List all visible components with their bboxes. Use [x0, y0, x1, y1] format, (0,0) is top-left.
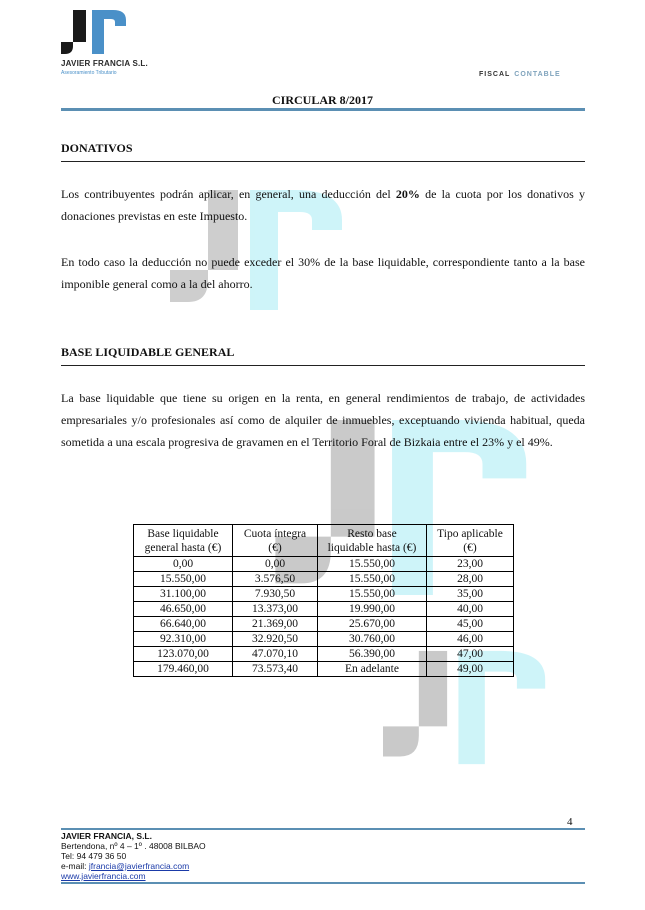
- table-cell: 35,00: [427, 587, 514, 602]
- table-row: [134, 632, 514, 647]
- text-segment: de la cuota por los donativos y donaciones previstas en este Impuesto.: [61, 187, 585, 223]
- table-cell: 13.373,00: [233, 602, 318, 617]
- footer-website-link[interactable]: www.javierfrancia.com: [61, 871, 146, 881]
- table-cell: 40,00: [427, 602, 514, 617]
- table-cell: 47.070,10: [233, 647, 318, 662]
- table-row: [134, 662, 514, 677]
- table-cell: 49,00: [427, 662, 514, 677]
- table-row: [134, 602, 514, 617]
- text-segment: Los contribuyentes podrán aplicar, en general, una deducción del: [61, 187, 396, 201]
- table-cell: 66.640,00: [134, 617, 233, 632]
- section-heading-base-liquidable: BASE LIQUIDABLE GENERAL: [61, 345, 235, 359]
- table-cell: 15.550,00: [318, 557, 427, 572]
- footer-rule-bottom: [61, 882, 585, 884]
- company-name: JAVIER FRANCIA S.L.: [61, 59, 148, 68]
- table-cell: 7.930,50: [233, 587, 318, 602]
- table-cell: 45,00: [427, 617, 514, 632]
- paragraph-donativos-2: En todo caso la deducción no puede exceder el 30% de la base liquidable, correspondiente tanto a la base imponible general como a la del ahorro.: [61, 255, 585, 291]
- table-cell: 56.390,00: [318, 647, 427, 662]
- section-heading-donativos: DONATIVOS: [61, 141, 133, 155]
- table-row: [134, 647, 514, 662]
- tag-contable: CONTABLE: [514, 71, 561, 78]
- table-cell: 46.650,00: [134, 602, 233, 617]
- table-cell: 15.550,00: [318, 587, 427, 602]
- section-rule-donativos: [61, 161, 585, 162]
- table-cell: 15.550,00: [318, 572, 427, 587]
- table-header-row: [134, 525, 514, 557]
- footer-rule-top: [61, 828, 585, 830]
- table-row: [134, 617, 514, 632]
- table-row: [134, 557, 514, 572]
- footer-company: JAVIER FRANCIA, S.L.: [61, 831, 152, 841]
- table-cell: En adelante: [318, 662, 427, 677]
- table-header-cell: Cuota íntegra (€): [233, 525, 318, 557]
- header-rule: [61, 108, 585, 111]
- text-bold-percentage: 20%: [395, 187, 420, 201]
- footer-email-link[interactable]: jfrancia@javierfrancia.com: [88, 861, 190, 871]
- company-tagline: Asesoramiento Tributario: [61, 70, 117, 76]
- table-cell: 0,00: [134, 557, 233, 572]
- footer-email-label: e-mail:: [61, 861, 89, 871]
- table-header-cell: Resto base liquidable hasta (€): [318, 525, 427, 557]
- table-cell: 15.550,00: [134, 572, 233, 587]
- jf-logo-icon: [61, 10, 127, 54]
- table-cell: 23,00: [427, 557, 514, 572]
- paragraph-base-liquidable: La base liquidable que tiene su origen en la renta, en general rendimientos de trabajo, de actividades empresariales y/o profesionales así como de alquiler de inmuebles, exceptuando vivienda habitual, queda sometida a una escala progresiva de gravamen en el Territorio Foral de Bizkaia entre el 23% y el 49%.: [61, 391, 585, 449]
- table-cell: 0,00: [233, 557, 318, 572]
- table-cell: 47,00: [427, 647, 514, 662]
- footer-phone: Tel: 94 479 36 50: [61, 851, 127, 861]
- table-cell: 179.460,00: [134, 662, 233, 677]
- page-number: 4: [567, 816, 573, 828]
- footer-address: Bertendona, nº 4 – 1º . 48008 BILBAO: [61, 841, 206, 851]
- table-cell: 46,00: [427, 632, 514, 647]
- paragraph-donativos-1: [61, 183, 585, 227]
- table-cell: 28,00: [427, 572, 514, 587]
- table-cell: 21.369,00: [233, 617, 318, 632]
- footer-contact: [61, 831, 206, 881]
- table-cell: 73.573,40: [233, 662, 318, 677]
- table-cell: 25.670,00: [318, 617, 427, 632]
- table-header-cell: Tipo aplicable (€): [427, 525, 514, 557]
- table-row: [134, 572, 514, 587]
- table-cell: 3.576,50: [233, 572, 318, 587]
- page-title: CIRCULAR 8/2017: [271, 93, 373, 107]
- tax-scale-table: [133, 524, 514, 677]
- table-header-cell: Base liquidable general hasta (€): [134, 525, 233, 557]
- tag-fiscal: FISCAL: [479, 71, 511, 78]
- table-cell: 31.100,00: [134, 587, 233, 602]
- header-tags: [479, 71, 561, 78]
- footer-email-line: [61, 861, 206, 871]
- table-cell: 30.760,00: [318, 632, 427, 647]
- table-cell: 19.990,00: [318, 602, 427, 617]
- table-cell: 92.310,00: [134, 632, 233, 647]
- table-row: [134, 587, 514, 602]
- section-rule-base-liquidable: [61, 365, 585, 366]
- table-cell: 32.920,50: [233, 632, 318, 647]
- table-cell: 123.070,00: [134, 647, 233, 662]
